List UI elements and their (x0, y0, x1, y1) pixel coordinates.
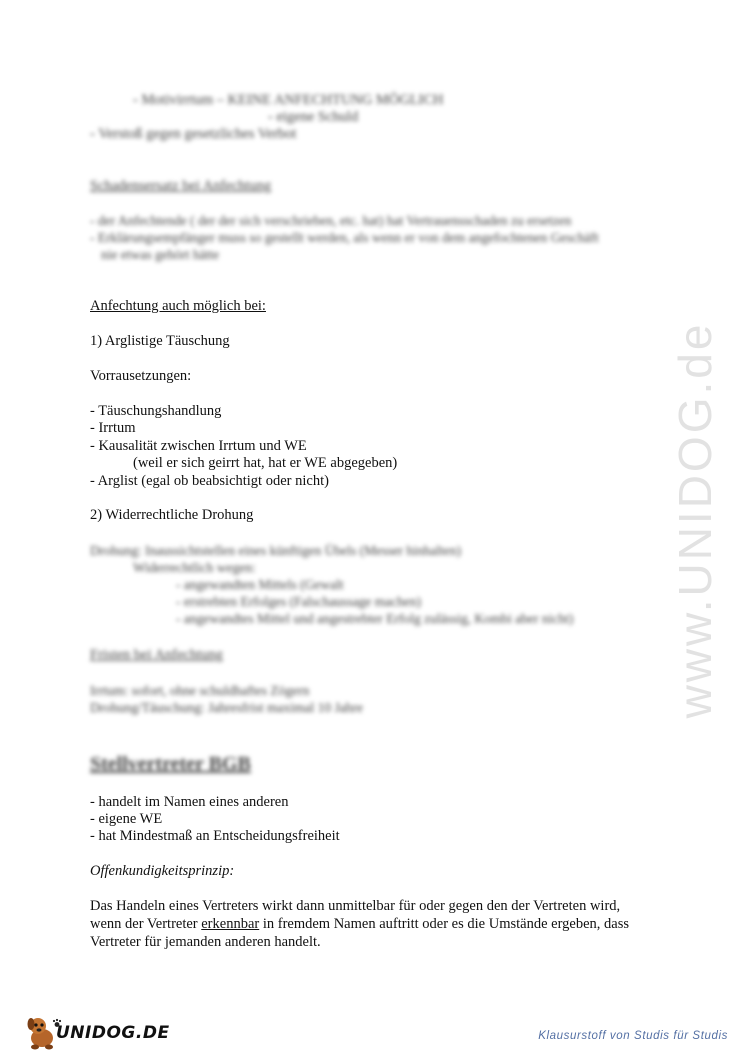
blurred-line: - eigene Schuld (268, 109, 359, 125)
principle-label: Offenkundigkeitsprinzip: (90, 863, 235, 879)
blurred-line: nie etwas gehört hätte (101, 247, 220, 262)
blurred-line: - der Anfechtende ( der der sich verschrieben, etc. hat) hat Vertrauensschaden zu ersetzen (90, 213, 572, 228)
blurred-line: - Motivirrtum – KEINE ANFECHTUNG MÖGLICH (133, 92, 444, 108)
watermark (650, 300, 740, 740)
watermark-text: www.UNIDOG.de (669, 321, 721, 719)
bullet-note: (weil er sich geirrt hat, hat er WE abgegeben) (133, 455, 398, 471)
blurred-line: Irrtum: sofort, ohne schuldhaftes Zögern (90, 683, 310, 698)
footer-tagline: Klausurstoff von Studis für Studis (538, 1030, 728, 1042)
paragraph-line: Das Handeln eines Vertreters wirkt dann unmittelbar für oder gegen den der Vertreten wird, (90, 898, 621, 914)
bullet-item: - Täuschungshandlung (90, 403, 222, 419)
list-item: 2) Widerrechtliche Drohung (90, 507, 254, 523)
bullet-item: - Kausalität zwischen Irrtum und WE (90, 438, 307, 454)
bullet-item: - Arglist (egal ob beabsichtigt oder nicht) (90, 473, 329, 489)
prereq-label: Vorrausetzungen: (90, 368, 192, 384)
section-title: Anfechtung auch möglich bei: (90, 298, 266, 314)
heading-part: Stellvertreter (90, 753, 204, 775)
paragraph-line: Vertreter für jemanden anderen handelt. (90, 934, 321, 950)
blurred-line: Widerrechtlich wegen: (133, 560, 256, 575)
bullet-item: - Irrtum (90, 420, 136, 436)
paragraph-line (90, 916, 629, 933)
stellvertreter-heading (90, 752, 251, 776)
blurred-line: - angewandtes Mittel und angestrebter Erfolg zulässig, Kombi aber nicht) (176, 611, 574, 626)
text-run: in fremdem Namen auftritt oder es die Umstände ergeben, dass (259, 916, 629, 932)
blurred-line: - Erklärungsempfänger muss so gestellt werden, als wenn er von dem angefochtenen Geschäft (90, 230, 599, 245)
bullet-item: - hat Mindestmaß an Entscheidungsfreiheit (90, 828, 340, 844)
blurred-line: Drohung: Inaussichtstellen eines künftigen Übels (Messer hinhalten) (90, 543, 462, 558)
bullet-item: - handelt im Namen eines anderen (90, 794, 289, 810)
list-item: 1) Arglistige Täuschung (90, 333, 230, 349)
blurred-line: - angewandten Mittels (Gewalt (176, 577, 344, 592)
logo-text: UNIDOG.DE (56, 1023, 170, 1043)
bullet-item: - eigene WE (90, 811, 163, 827)
heading-part: BGB (208, 753, 251, 775)
unidog-logo (22, 1012, 170, 1052)
underlined-word: erkennbar (201, 916, 260, 932)
blurred-heading: Fristen bei Anfechtung (90, 647, 223, 663)
blurred-line: Drohung/Täuschung: Jahresfrist maximal 10 Jahre (90, 700, 363, 715)
text-run: wenn der Vertreter (90, 916, 202, 932)
blurred-heading: Schadensersatz bei Anfechtung (90, 178, 272, 194)
blurred-line: - erstrebten Erfolges (Falschaussage machen) (176, 594, 422, 609)
blurred-line: - Verstoß gegen gesetzliches Verbot (90, 126, 297, 142)
